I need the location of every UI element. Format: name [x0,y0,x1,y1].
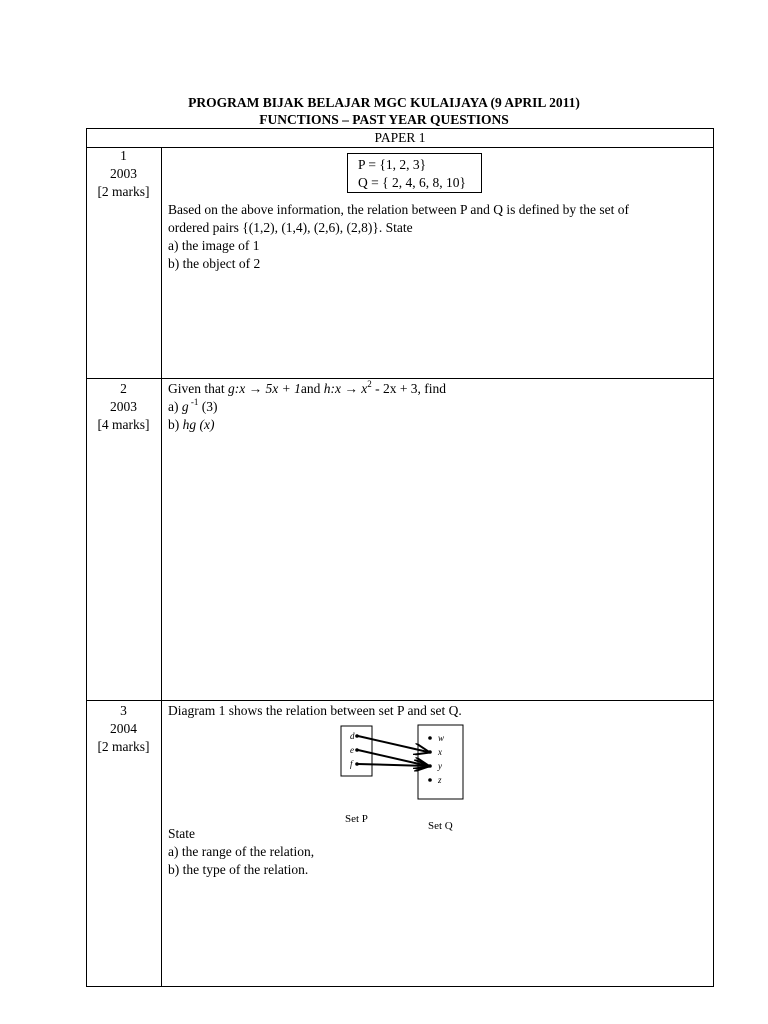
question-year: 2003 [110,166,137,181]
question-part-a [168,398,218,416]
question-part-a: a) the image of 1 [168,238,260,253]
column-divider [161,147,162,987]
set-q-point [428,750,432,754]
question-number: 1 [120,148,127,163]
composite-function: hg (x) [182,417,215,432]
set-q-point [428,736,432,740]
set-p-element: d [350,731,355,741]
question-number: 2 [120,381,127,396]
function-g-definition: g:x → 5x + 1 [228,381,301,396]
given-lead: Given that [168,381,228,396]
table-border-left [86,128,87,987]
set-p-element: e [350,745,354,755]
set-definition-box [347,153,482,193]
paper-header: PAPER 1 [374,130,426,145]
set-q-element: x [438,747,442,757]
set-p-element: f [350,759,353,769]
set-p-definition: P = {1, 2, 3} [358,157,427,172]
inverse-function: g [181,399,189,414]
row-divider-2 [86,700,714,701]
function-h-definition: h:x → x [323,381,368,396]
set-q-element: y [438,761,442,771]
set-q-element: z [438,775,442,785]
h-exponent: 2 [367,378,372,389]
set-q-point [428,778,432,782]
function-h-rest: - 2x + 3, find [371,381,447,396]
question-marks: [2 marks] [97,184,150,199]
questions-table [86,128,714,987]
set-q-point [428,764,432,768]
row-divider-1 [86,378,714,379]
inverse-argument: (3) [198,399,218,414]
question-text-line1: Based on the above information, the relation between P and Q is defined by the set of [168,202,629,217]
question-year: 2003 [110,399,137,414]
set-q-label: Set Q [428,820,453,832]
part-a-label: a) [168,399,182,414]
and-word: and [300,381,324,396]
set-q-definition: Q = { 2, 4, 6, 8, 10} [358,175,466,190]
question-part-b: b) the object of 2 [168,256,261,271]
question-state: State [168,826,195,841]
doc-title: PROGRAM BIJAK BELAJAR MGC KULAIJAYA (9 APRIL 2011) [188,95,580,110]
question-given-line [168,380,446,398]
question-year: 2004 [110,721,137,736]
set-q-element: w [438,733,445,743]
table-border-bottom [86,986,714,987]
row-divider-header [86,147,714,148]
question-marks: [4 marks] [97,417,150,432]
question-part-b: b) the type of the relation. [168,862,309,877]
question-part-a: a) the range of the relation, [168,844,315,859]
doc-subtitle: FUNCTIONS – PAST YEAR QUESTIONS [259,112,509,127]
question-text-line2: ordered pairs {(1,2), (1,4), (2,6), (2,8)}. State [168,220,413,235]
question-part-b [168,416,214,434]
part-b-label: b) [168,417,183,432]
set-p-label: Set P [345,813,368,825]
question-intro: Diagram 1 shows the relation between set P and set Q. [168,703,462,718]
question-number: 3 [120,703,127,718]
question-marks: [2 marks] [97,739,150,754]
table-border-right [713,128,714,987]
inverse-exponent: -1 [188,396,199,407]
